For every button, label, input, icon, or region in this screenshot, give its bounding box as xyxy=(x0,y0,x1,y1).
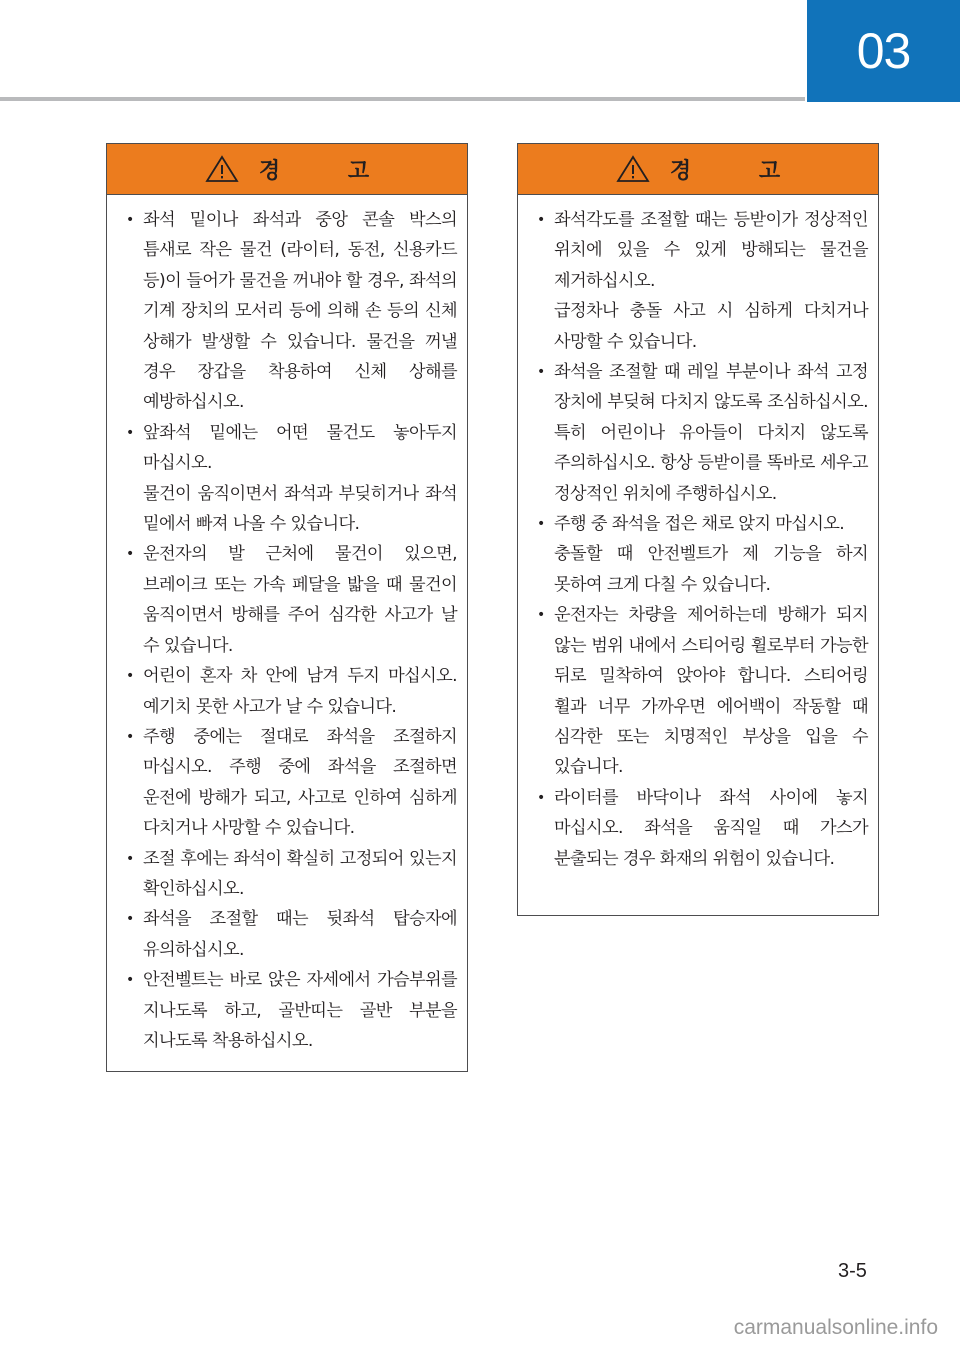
warning-triangle-icon xyxy=(616,155,650,183)
warning-list xyxy=(518,195,878,874)
warning-text: 충돌할 때 안전벨트가 제 기능을 하지 못하여 크게 다칠 수 있습니다. xyxy=(554,544,868,595)
bullet-icon: • xyxy=(537,789,545,806)
warning-text: 좌석각도를 조절할 때는 등받이가 정상적인 위치에 있을 수 있게 방해되는 물건을 제거하십시오. xyxy=(554,210,868,291)
warning-text: 좌석을 조절할 때는 뒷좌석 탑승자에 유의하십시오. xyxy=(143,909,457,960)
bullet-icon: • xyxy=(126,546,134,563)
warning-text: 라이터를 바닥이나 좌석 사이에 놓지 마십시오. 좌석을 움직일 때 가스가 분출되는 경우 화재의 위험이 있습니다. xyxy=(554,787,868,869)
warning-item xyxy=(121,205,457,418)
warning-item xyxy=(121,844,457,905)
warning-box-left xyxy=(106,143,468,1072)
warning-header xyxy=(107,144,467,195)
warning-text: 좌석을 조절할 때 레일 부분이나 좌석 고정 장치에 부딪혀 다치지 않도록 조심하십시오. 특히 어린이나 유아들이 다치지 않도록 주의하십시오. 항상 등받이를 똑바로 세우고 정상적인 위치에 주행하십시오. xyxy=(554,362,868,504)
warning-text: 운전자의 발 근처에 물건이 있으면, 브레이크 또는 가속 페달을 밟을 때 물건이 움직이면서 방해를 주어 심각한 사고가 날 수 있습니다. xyxy=(143,544,457,656)
warning-header xyxy=(518,144,878,195)
bullet-icon: • xyxy=(537,607,545,624)
warning-item xyxy=(121,418,457,540)
warning-item xyxy=(121,965,457,1056)
chapter-number: 03 xyxy=(856,23,911,79)
warning-item xyxy=(532,205,868,357)
header-rule xyxy=(0,97,805,101)
watermark: carmanualsonline.info xyxy=(733,1316,938,1339)
warning-text: 좌석 밑이나 좌석과 중앙 콘솔 박스의 틈새로 작은 물건 (라이터, 동전, 신용카드 등)이 들어가 물건을 꺼내야 할 경우, 좌석의 기계 장치의 모서리 등에 의해 손 등의 신체 상해가 발생할 수 있습니다. 물건을 꺼낼 경우 장갑을 착용하여 신체 상해를 예방하십시오. xyxy=(143,210,457,413)
bullet-icon: • xyxy=(126,424,134,441)
bullet-icon: • xyxy=(126,911,134,928)
warning-item xyxy=(121,661,457,722)
warning-text: 어린이 혼자 차 안에 남겨 두지 마십시오. 예기치 못한 사고가 날 수 있습니다. xyxy=(143,666,457,717)
warning-text: 주행 중에는 절대로 좌석을 조절하지 마십시오. 주행 중에 좌석을 조절하면 운전에 방해가 되고, 사고로 인하여 심하게 다치거나 사망할 수 있습니다. xyxy=(143,726,457,839)
warning-item xyxy=(121,539,457,661)
warning-item xyxy=(532,783,868,874)
bullet-icon: • xyxy=(126,850,134,867)
warning-text: 주행 중 좌석을 접은 채로 앉지 마십시오. xyxy=(554,514,845,535)
warning-text: 운전자는 차량을 제어하는데 방해가 되지 않는 범위 내에서 스티어링 휠로부터 가능한 뒤로 밀착하여 앉아야 합니다. 스티어링 휠과 너무 가까우면 에어백이 작동할 때 심각한 또는 치명적인 부상을 입을 수 있습니다. xyxy=(554,605,868,778)
bullet-icon: • xyxy=(537,364,545,381)
warning-title: 경 고 xyxy=(258,158,400,184)
bullet-icon: • xyxy=(126,212,134,228)
warning-title: 경 고 xyxy=(669,158,811,184)
warning-item xyxy=(532,357,868,509)
chapter-tab xyxy=(807,0,960,102)
warning-text: 안전벨트는 바로 앉은 자세에서 가슴부위를 지나도록 하고, 골반띠는 골반 부분을 지나도록 착용하십시오. xyxy=(143,970,457,1051)
warning-text: 급정차나 충돌 사고 시 심하게 다치거나 사망할 수 있습니다. xyxy=(554,301,868,352)
bullet-icon: • xyxy=(126,668,134,685)
page-number: 3-5 xyxy=(838,1260,867,1282)
warning-item xyxy=(532,509,868,600)
warning-item xyxy=(532,600,868,782)
warning-text: 앞좌석 밑에는 어떤 물건도 놓아두지 마십시오. xyxy=(143,422,457,474)
warning-item xyxy=(121,904,457,965)
warning-list xyxy=(107,195,467,1056)
warning-triangle-icon xyxy=(205,155,239,183)
warning-text: 물건이 움직이면서 좌석과 부딪히거나 좌석 밑에서 빠져 나올 수 있습니다. xyxy=(143,483,457,535)
warning-item xyxy=(121,722,457,844)
bullet-icon: • xyxy=(537,516,545,533)
warning-text: 조절 후에는 좌석이 확실히 고정되어 있는지 확인하십시오. xyxy=(143,848,457,899)
bullet-icon: • xyxy=(537,212,545,228)
bullet-icon: • xyxy=(126,728,134,745)
warning-box-right xyxy=(517,143,879,916)
bullet-icon: • xyxy=(126,972,134,989)
